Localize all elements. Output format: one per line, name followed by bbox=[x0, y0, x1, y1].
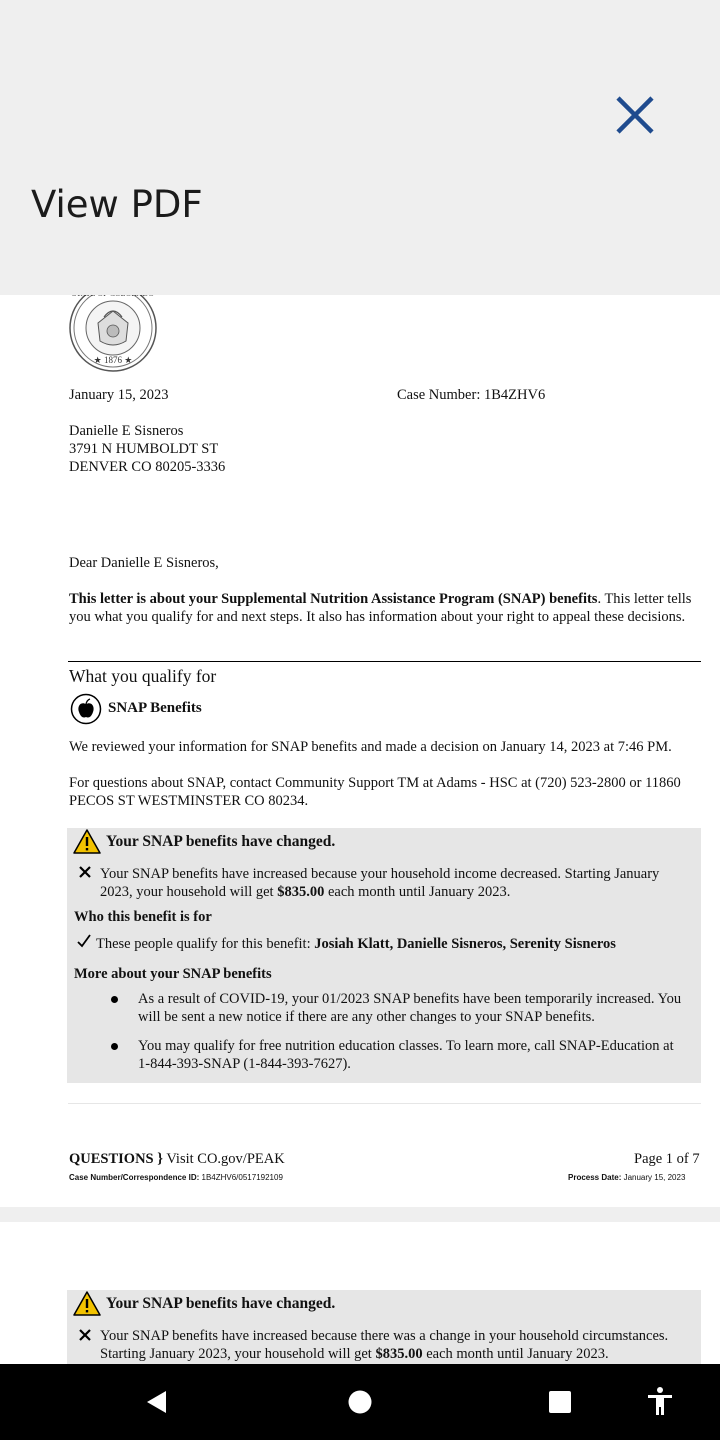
qualify-heading: What you qualify for bbox=[69, 666, 217, 686]
reviewed-text: We reviewed your information for SNAP benefits and made a decision on January 14, 2023 at 7:46 PM. bbox=[69, 739, 672, 755]
accessibility-icon bbox=[640, 1382, 680, 1422]
home-icon bbox=[340, 1382, 380, 1422]
back-icon bbox=[137, 1382, 177, 1422]
change-post: each month until January 2023. bbox=[324, 884, 511, 900]
footer-divider bbox=[68, 1103, 701, 1104]
accessibility-button[interactable] bbox=[640, 1382, 680, 1422]
who-names: Josiah Klatt, Danielle Sisneros, Serenity Sisneros bbox=[314, 936, 616, 952]
who-pre: These people qualify for this benefit: bbox=[96, 936, 315, 952]
process-date bbox=[568, 1173, 685, 1183]
letter-date: January 15, 2023 bbox=[69, 387, 169, 403]
recipient-name: Danielle E Sisneros bbox=[69, 423, 184, 439]
system-nav-bar bbox=[0, 1364, 720, 1440]
home-button[interactable] bbox=[340, 1382, 380, 1422]
apple-icon bbox=[70, 693, 102, 725]
correspondence-id bbox=[69, 1173, 283, 1183]
intro-paragraph bbox=[69, 590, 701, 626]
recents-icon bbox=[540, 1382, 580, 1422]
app-header bbox=[0, 0, 720, 295]
warning-icon bbox=[73, 828, 101, 856]
snap-heading: SNAP Benefits bbox=[108, 700, 202, 716]
case-number: Case Number: 1B4ZHV6 bbox=[397, 387, 546, 403]
bullet-dot bbox=[111, 1043, 118, 1050]
footer-questions-bold: QUESTIONS } bbox=[69, 1151, 163, 1167]
change-text bbox=[100, 865, 692, 901]
state-seal-logo bbox=[68, 295, 158, 373]
process-value: January 15, 2023 bbox=[621, 1173, 686, 1182]
notice-box bbox=[67, 1290, 701, 1364]
corr-value: 1B4ZHV6/0517192109 bbox=[199, 1173, 283, 1182]
page-title: View PDF bbox=[31, 183, 203, 226]
footer-questions-rest: Visit CO.gov/PEAK bbox=[162, 1151, 285, 1167]
intro-rest: . This letter tells you what you qualify for and next steps. It also has information about your right to appeal these decisions. bbox=[69, 591, 692, 625]
more-heading: More about your SNAP benefits bbox=[74, 966, 272, 982]
who-text bbox=[96, 935, 616, 953]
process-label: Process Date: bbox=[568, 1173, 622, 1182]
bullet-dot bbox=[111, 996, 118, 1003]
questions-text: For questions about SNAP, contact Community Support TM at Adams - HSC at (720) 523-2800 or 11860 PECOS ST WESTMINSTER CO 80234. bbox=[69, 775, 681, 809]
change-post: each month until January 2023. bbox=[422, 1346, 609, 1362]
x-mark-icon bbox=[79, 866, 91, 878]
notice-title: Your SNAP benefits have changed. bbox=[106, 1295, 336, 1312]
who-heading: Who this benefit is for bbox=[74, 909, 212, 925]
page-number: Page 1 of 7 bbox=[634, 1151, 700, 1167]
svg-text:★ 1876 ★: ★ 1876 ★ bbox=[93, 355, 133, 365]
change-amount: $835.00 bbox=[277, 884, 325, 900]
change-amount: $835.00 bbox=[375, 1346, 423, 1362]
close-button[interactable] bbox=[610, 90, 660, 140]
pdf-page-2[interactable] bbox=[0, 1222, 720, 1364]
recents-button[interactable] bbox=[540, 1382, 580, 1422]
warning-icon bbox=[73, 1290, 101, 1318]
recipient-street: 3791 N HUMBOLDT ST bbox=[69, 441, 219, 457]
footer-questions bbox=[69, 1150, 285, 1168]
change-pre: Your SNAP benefits have increased because your household income decreased. Starting January 2023, your household will get bbox=[100, 866, 660, 900]
recipient-city: DENVER CO 80205-3336 bbox=[69, 459, 226, 475]
svg-text:STATE OF COLORADO bbox=[72, 295, 154, 298]
change-text bbox=[100, 1327, 696, 1363]
change-pre: Your SNAP benefits have increased because there was a change in your household circumstances. Starting January 2023, your household will get bbox=[100, 1328, 669, 1362]
notice-title: Your SNAP benefits have changed. bbox=[106, 833, 336, 850]
bullet-item: You may qualify for free nutrition education classes. To learn more, call SNAP-Education at 1-844-393-SNAP (1-844-393-7627). bbox=[138, 1038, 674, 1072]
check-icon bbox=[77, 934, 91, 948]
x-mark-icon bbox=[79, 1329, 91, 1341]
intro-bold: This letter is about your Supplemental Nutrition Assistance Program (SNAP) benefits bbox=[69, 591, 598, 607]
bullet-item: As a result of COVID-19, your 01/2023 SNAP benefits have been temporarily increased. You will be sent a new notice if there are any other changes to your SNAP benefits. bbox=[138, 991, 682, 1025]
corr-label: Case Number/Correspondence ID: bbox=[69, 1173, 200, 1182]
salutation: Dear Danielle E Sisneros, bbox=[69, 555, 219, 571]
section-divider bbox=[68, 661, 701, 662]
notice-box bbox=[67, 828, 701, 1083]
back-button[interactable] bbox=[137, 1382, 177, 1422]
pdf-page-1[interactable] bbox=[0, 295, 720, 1207]
close-icon bbox=[610, 90, 660, 140]
